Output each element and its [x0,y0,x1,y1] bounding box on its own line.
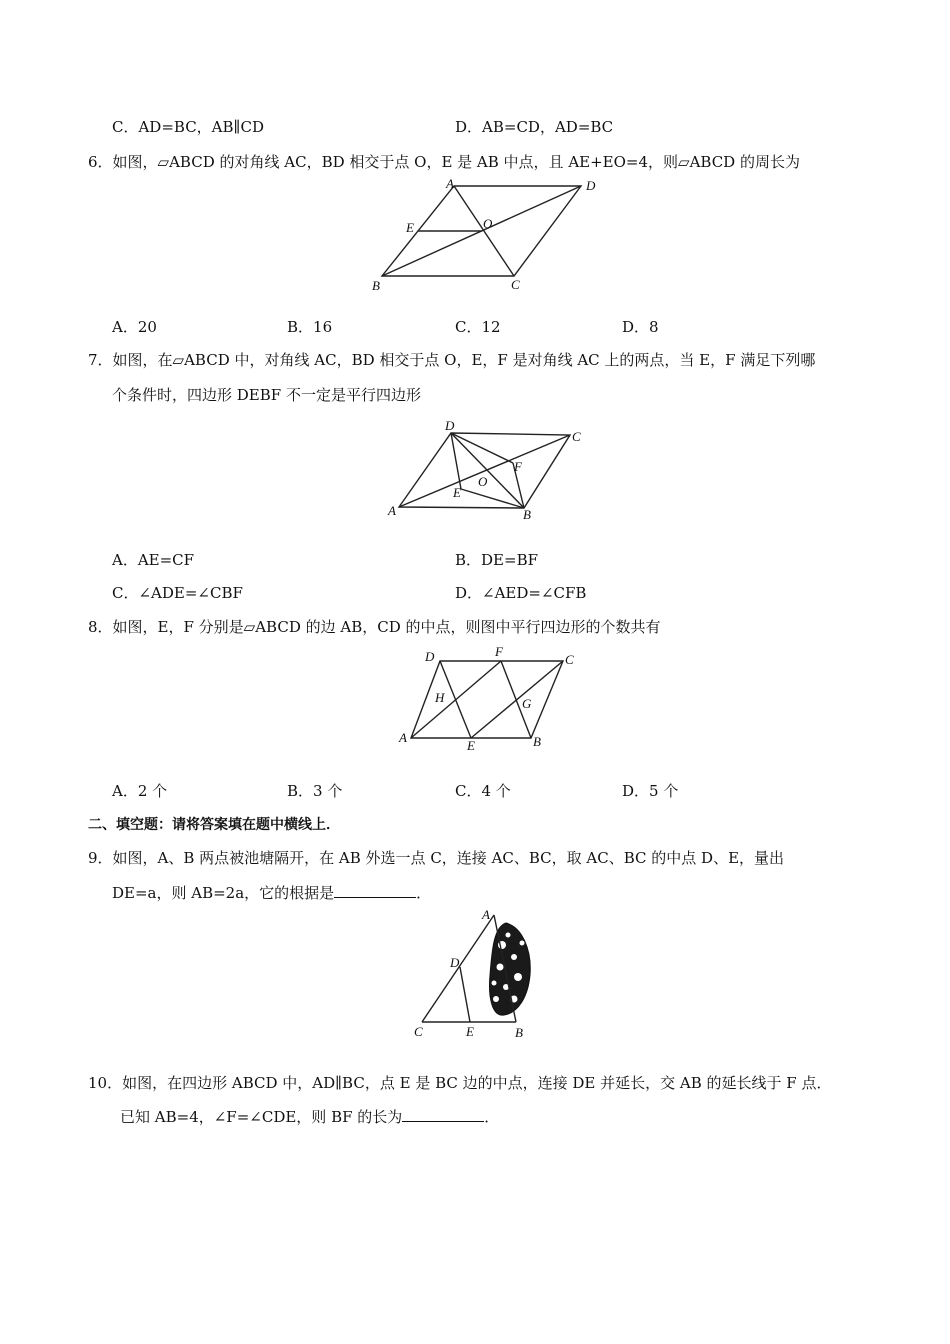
q8-segment-ec [471,661,563,738]
q8-label-d: D [425,649,435,664]
q7-label-b: B [523,507,531,522]
q9-stem-line2 [112,883,431,903]
q9-label-b: B [515,1025,523,1040]
q8-figure [395,645,595,755]
q7-label-c: C [572,429,581,444]
q6-label-c: C [511,277,520,292]
q7-stem-line1: 7．如图，在▱ABCD 中，对角线 AC，BD 相交于点 O，E，F 是对角线 AC 上的两点，当 E，F 满足下列哪 [88,351,816,369]
q6-stem: 6．如图，▱ABCD 的对角线 AC，BD 相交于点 O，E 是 AB 中点，且 AE+EO=4，则▱ABCD 的周长为 [88,153,800,171]
q10-stem-line2 [120,1107,499,1127]
q6-label-d: D [586,178,596,193]
q8-option-a: A．2 个 [112,782,168,800]
q8-option-b: B．3 个 [287,782,343,800]
q7-option-d: D．∠AED=∠CFB [455,584,587,602]
q6-label-a: A [446,176,454,191]
q9-stem-text: DE=a，则 AB=2a，它的根据是 [112,884,335,902]
q6-option-d: D．8 [622,318,659,336]
q6-label-o: O [483,216,493,231]
q9-label-a: A [482,907,490,922]
q6-label-e: E [406,220,414,235]
q9-label-c: C [414,1024,423,1039]
q9-stem-line1: 9．如图，A、B 两点被池塘隔开，在 AB 外选一点 C，连接 AC、BC，取 AC、BC 的中点 D、E，量出 [88,849,785,867]
q7-option-c: C．∠ADE=∠CBF [112,584,243,602]
q8-label-a: A [399,730,407,745]
q9-segment-de [460,967,470,1022]
section-heading: 二、填空题：请将答案填在题中横线上． [88,817,340,833]
q7-label-f: F [514,459,522,474]
q7-label-e: E [453,485,461,500]
q8-label-b: B [533,734,541,749]
q9-label-e: E [466,1024,474,1039]
q7-segment-df [451,433,513,463]
q10-stem-text: 已知 AB=4，∠F=∠CDE，则 BF 的长为 [120,1108,403,1126]
q7-label-a: A [388,503,396,518]
q7-label-d: D [445,418,455,433]
q6-option-a: A．20 [112,318,157,336]
q5-option-d: D．AB=CD，AD=BC [455,118,614,136]
q8-option-d: D．5 个 [622,782,679,800]
q8-label-h: H [435,690,445,705]
q6-figure [368,176,608,296]
q7-figure [385,415,595,525]
q6-label-b: B [372,278,380,293]
q9-stem-end: ． [416,884,432,902]
q8-stem: 8．如图，E，F 分别是▱ABCD 的边 AB，CD 的中点，则图中平行四边形的个数共有 [88,618,661,636]
q8-option-c: C．4 个 [455,782,511,800]
q6-option-b: B．16 [287,318,333,336]
q10-answer-blank[interactable] [402,1107,484,1122]
q7-option-a: A．AE=CF [112,551,195,569]
q7-stem-line2: 个条件时，四边形 DEBF 不一定是平行四边形 [112,386,421,404]
q8-label-e: E [467,738,475,753]
q10-stem-end: ． [484,1108,500,1126]
q8-label-f: F [495,644,503,659]
q8-label-c: C [565,652,574,667]
q9-answer-blank[interactable] [334,883,416,898]
q9-figure [410,905,540,1040]
q8-label-g: G [522,696,532,711]
q9-label-d: D [450,955,460,970]
q6-option-c: C．12 [455,318,501,336]
q7-option-b: B．DE=BF [455,551,538,569]
q7-label-o: O [478,474,488,489]
pond-image [490,923,531,1015]
q8-segment-de [440,661,471,738]
q10-stem-line1: 10．如图，在四边形 ABCD 中，AD∥BC，点 E 是 BC 边的中点，连接 DE 并延长，交 AB 的延长线于 F 点． [88,1074,832,1092]
q5-option-c: C．AD=BC，AB∥CD [112,118,264,136]
